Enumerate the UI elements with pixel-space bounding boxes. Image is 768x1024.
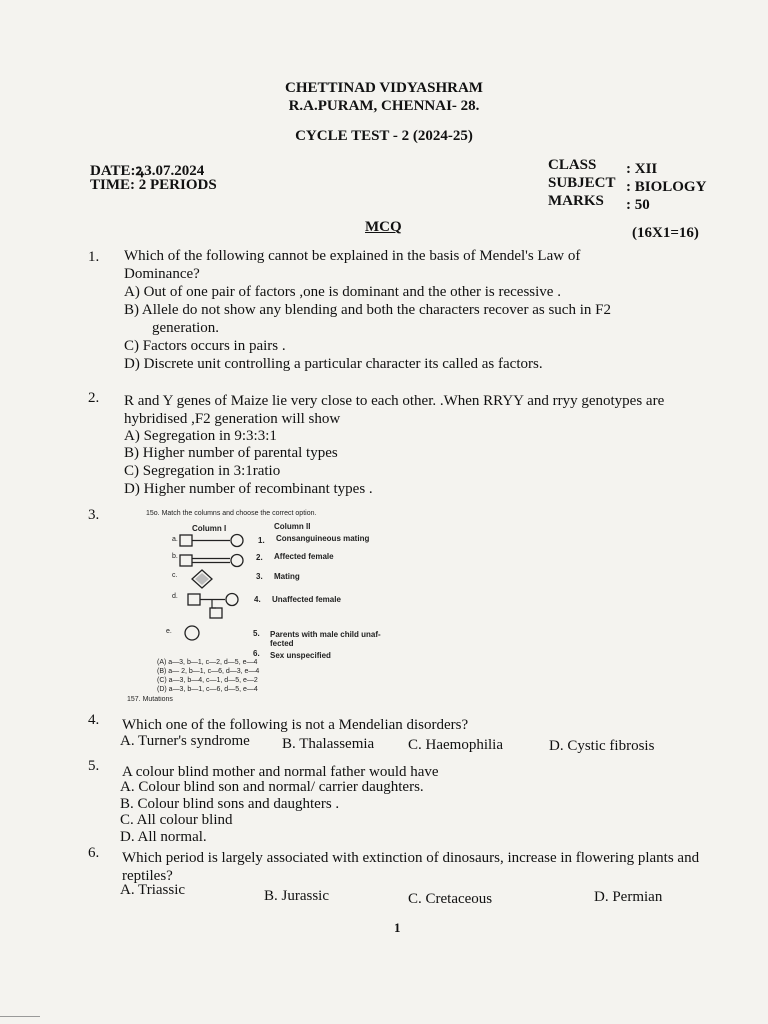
row-5-text-continued: fected xyxy=(270,639,294,648)
exam-date: DATE:ꝝ3.07.2024 xyxy=(90,163,205,179)
section-title: MCQ xyxy=(365,219,402,235)
option-d: D. Permian xyxy=(594,889,663,905)
question-text: Which of the following cannot be explained in the basis of Mendel's Law of Dominance? xyxy=(124,248,581,282)
row-4-number: 4. xyxy=(254,595,261,604)
subject-label: SUBJECT xyxy=(548,175,616,191)
answer-option-d: (D) a—3, b—1, c—6, d—5, e—4 xyxy=(157,686,258,693)
page-number: 1 xyxy=(394,920,401,935)
consanguineous-mating-symbol xyxy=(180,535,243,547)
option-d: D) Discrete unit controlling a particular character its called as factors. xyxy=(124,356,543,372)
pedigree-symbols xyxy=(168,530,258,650)
question-text: Which period is largely associated with extinction of dinosaurs, increase in flowering plants and reptiles? xyxy=(122,850,700,884)
question-number: 1. xyxy=(88,249,100,265)
question-text: A colour blind mother and normal father would have xyxy=(122,764,439,780)
option-b: B. Colour blind sons and daughters . xyxy=(120,796,340,812)
option-d: D. All normal. xyxy=(120,829,207,845)
row-6-text: Sex unspecified xyxy=(270,651,331,660)
option-b: B) Allele do not show any blending and both the characters recover as such in F2 xyxy=(124,302,611,318)
scan-mark xyxy=(0,1016,40,1017)
option-a: A. Turner's syndrome xyxy=(120,733,250,749)
option-c: C) Segregation in 3:1ratio xyxy=(124,463,281,479)
answer-option-a: (A) a—3, b—1, c—2, d—5, e—4 xyxy=(157,659,258,666)
unaffected-female-symbol xyxy=(185,626,199,640)
option-d: D. Cystic fibrosis xyxy=(549,738,655,754)
answer-option-b: (B) a— 2, b—1, c—6, d—3, e—4 xyxy=(157,668,260,675)
row-3-number: 3. xyxy=(256,572,263,581)
option-d: D) Higher number of recombinant types . xyxy=(124,481,373,497)
row-d-letter: d. xyxy=(172,593,178,600)
question-number: 3. xyxy=(88,507,100,523)
row-1-text: Consanguineous mating xyxy=(276,534,370,543)
row-e-letter: e. xyxy=(166,628,172,635)
question-number: 5. xyxy=(88,758,100,774)
row-4-text: Unaffected female xyxy=(272,595,341,604)
option-c: C. Haemophilia xyxy=(408,737,503,753)
option-b-continued: generation. xyxy=(152,320,220,336)
row-a-letter: a. xyxy=(172,536,178,543)
row-3-text: Mating xyxy=(274,572,300,581)
question-number: 2. xyxy=(88,390,100,406)
row-5-number: 5. xyxy=(253,629,260,638)
option-b: B. Jurassic xyxy=(264,888,329,904)
question-number: 6. xyxy=(88,845,100,861)
option-c: C. Cretaceous xyxy=(408,891,493,907)
test-title: CYCLE TEST - 2 (2024-25) xyxy=(295,128,473,144)
question-number: 4. xyxy=(88,712,100,728)
section-marks: (16X1=16) xyxy=(632,225,699,241)
option-a: A) Segregation in 9:3:3:1 xyxy=(124,428,277,444)
answer-option-c: (C) a—3, b—4, c—1, d—5, e—2 xyxy=(157,677,258,684)
column-1-header: Column I xyxy=(192,524,227,533)
subject-value: : BIOLOGY xyxy=(626,179,707,195)
class-label: CLASS xyxy=(548,157,597,173)
class-value: : XII xyxy=(626,161,658,177)
row-c-letter: c. xyxy=(172,572,178,579)
school-name: CHETTINAD VIDYASHRAM xyxy=(285,80,483,96)
option-c: C) Factors occurs in pairs . xyxy=(124,338,286,354)
option-b: B) Higher number of parental types xyxy=(124,445,338,461)
mating-symbol xyxy=(180,555,243,567)
school-address: R.A.PURAM, CHENNAI- 28. xyxy=(288,98,480,114)
parents-with-male-child-symbol xyxy=(188,594,238,619)
option-b: B. Thalassemia xyxy=(282,736,375,752)
question-text: R and Y genes of Maize lie very close to each other. .When RRYY and rryy genotypes are hybridised ,F2 generation will show xyxy=(124,393,665,427)
row-1-number: 1. xyxy=(258,536,265,545)
row-2-number: 2. xyxy=(256,553,263,562)
option-c: C. All colour blind xyxy=(120,812,233,828)
marks-label: MARKS xyxy=(548,193,604,209)
sex-unspecified-symbol xyxy=(192,570,212,588)
exam-time: TIME: 2 PERIODS xyxy=(90,177,217,193)
cut-off-next-question: 157. Mutations xyxy=(127,696,173,702)
row-6-number: 6. xyxy=(253,649,260,658)
row-5-text: Parents with male child unaf- xyxy=(270,630,381,639)
question-text: Which one of the following is not a Mendelian disorders? xyxy=(122,717,469,733)
column-2-header: Column II xyxy=(274,522,311,531)
row-b-letter: b. xyxy=(172,553,178,560)
option-a: A. Colour blind son and normal/ carrier daughters. xyxy=(120,779,424,795)
match-instruction: 15o. Match the columns and choose the correct option. xyxy=(146,510,317,517)
marks-value: : 50 xyxy=(626,197,650,213)
option-a: A) Out of one pair of factors ,one is dominant and the other is recessive . xyxy=(124,284,561,300)
option-a: A. Triassic xyxy=(120,882,186,898)
row-2-text: Affected female xyxy=(274,552,334,561)
